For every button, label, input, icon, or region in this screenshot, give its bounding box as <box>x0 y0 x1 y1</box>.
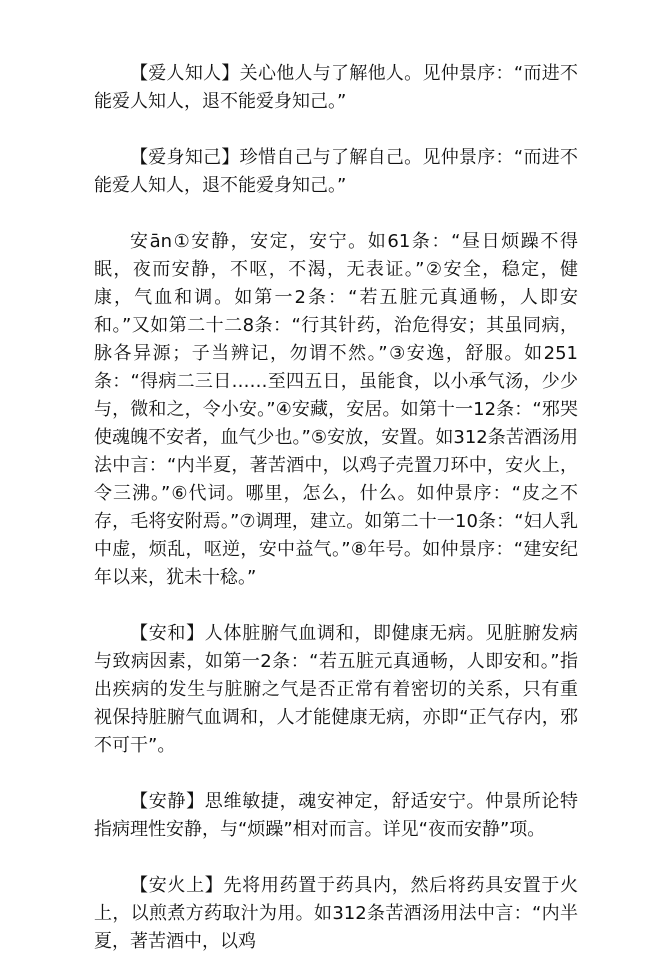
entry-an-jing <box>94 788 578 844</box>
entry-text: 关心他人与了解他人。见仲景序：“而进不能爱人知人，退不能爱身知己。” <box>94 63 578 112</box>
entry-text: 安ān①安静，安定，安宁。如61条：“昼日烦躁不得眠，夜而安静，不呕，不渴，无表证。”②安全，稳定，健康，气血和调。如第一2条：“若五脏元真通畅，人即安和。”又如第二十二8条：“行其针药，治危得安；其虽同病，脉各异源；子当辨记，勿谓不然。”③安逸，舒服。如251条：“得病二三日……至四五日，虽能食，以小承气汤，少少与，微和之，令小安。”④安藏，安居。如第十一12条：“邪哭使魂魄不安者，血气少也。”⑤安放，安置。如312条苦酒汤用法中言：“内半夏，著苦酒中，以鸡子壳置刀环中，安火上，令三沸。”⑥代词。哪里，怎么，什么。如仲景序：“皮之不存，毛将安附焉。”⑦调理，建立。如第二十一10条：“妇人乳中虚，烦乱，呕逆，安中益气。”⑧年号。如仲景序：“建安纪年以来，犹未十稔。” <box>94 231 578 588</box>
entry-ai-ren-zhi-ren <box>94 60 578 116</box>
entry-term: 【安和】 <box>130 623 205 644</box>
entry-term: 【安火上】 <box>130 875 224 896</box>
entry-term: 【安静】 <box>130 791 205 812</box>
entry-an <box>94 228 578 592</box>
entry-an-he <box>94 620 578 760</box>
entry-text: 珍惜自己与了解自己。见仲景序：“而进不能爱人知人，退不能爱身知己。” <box>94 147 578 196</box>
entry-text: 先将用药置于药具内，然后将药具安置于火上，以煎煮方药取汁为用。如312条苦酒汤用法中言：“内半夏，著苦酒中，以鸡 <box>94 875 579 952</box>
entry-text: 人体脏腑气血调和，即健康无病。见脏腑发病与致病因素，如第一2条：“若五脏元真通畅，人即安和。”指出疾病的发生与脏腑之气是否正常有着密切的关系，只有重视保持脏腑气血调和，人才能健康无病，亦即“正气存内，邪不可干”。 <box>94 623 579 756</box>
entry-ai-shen-zhi-ji <box>94 144 578 200</box>
entry-an-huo-shang <box>94 872 578 956</box>
entry-term: 【爱身知己】 <box>130 147 240 168</box>
entry-text: 思维敏捷，魂安神定，舒适安宁。仲景所论特指病理性安静，与“烦躁”相对而言。详见“夜而安静”项。 <box>94 791 579 840</box>
entry-term: 【爱人知人】 <box>130 63 240 84</box>
